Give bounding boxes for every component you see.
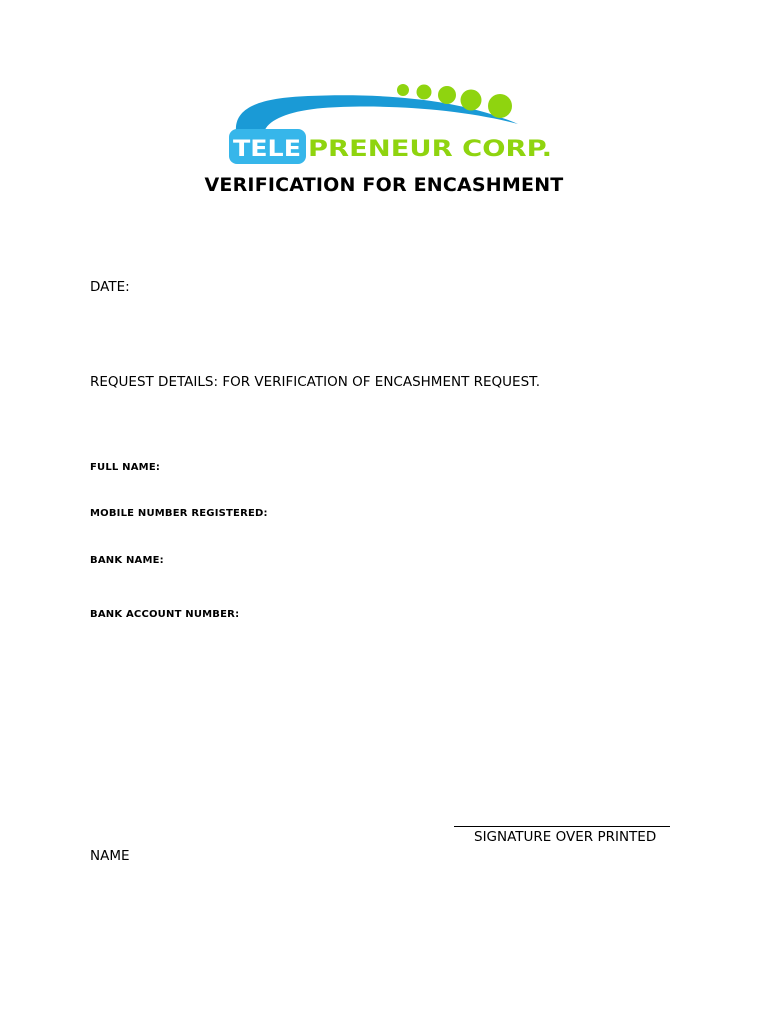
logo-text-tele: TELE [233, 137, 301, 162]
signature-caption-continued: NAME [90, 848, 130, 864]
mobile-number-label: MOBILE NUMBER REGISTERED: [90, 508, 268, 519]
document-title: VERIFICATION FOR ENCASHMENT [204, 174, 564, 196]
green-dot [397, 84, 409, 96]
signature-line [454, 826, 670, 827]
bank-account-label: BANK ACCOUNT NUMBER: [90, 609, 240, 620]
green-dot [488, 94, 512, 118]
full-name-label: FULL NAME: [90, 462, 161, 473]
request-details: REQUEST DETAILS: FOR VERIFICATION OF ENCASHMENT REQUEST. [90, 374, 541, 390]
green-dot [417, 85, 432, 100]
date-label: DATE: [90, 279, 130, 295]
green-dot [438, 86, 456, 104]
green-dot [461, 90, 482, 111]
logo-graphic [228, 80, 558, 170]
signature-caption: SIGNATURE OVER PRINTED [474, 829, 657, 845]
bank-name-label: BANK NAME: [90, 555, 164, 566]
company-logo [228, 80, 558, 170]
logo-text-preneur: PRENEUR CORP. [308, 137, 552, 162]
